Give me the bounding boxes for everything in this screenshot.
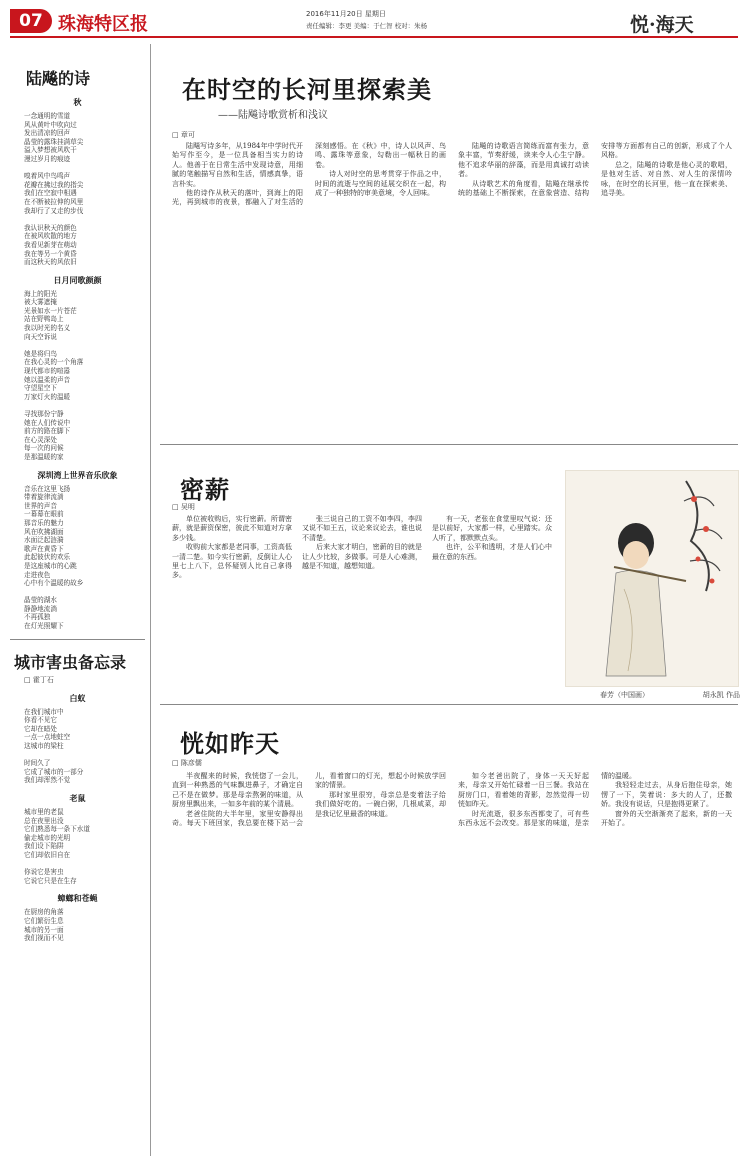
- paragraph: 单位被收购后，实行密薪。所谓密薪，就是薪资保密，彼此不知道对方拿多少钱。: [172, 515, 292, 542]
- poem-line: 时间久了: [24, 759, 51, 768]
- poem-line: 世界的声音: [24, 501, 57, 510]
- poem-line: 是这座城市的心跳: [24, 561, 77, 570]
- divider: [160, 444, 738, 445]
- poem-line: 我看见新芽在萌动: [24, 240, 77, 249]
- poem-line: 在厨房的角落: [24, 908, 64, 917]
- section-name: 悦·海天: [630, 14, 694, 36]
- left-column: [10, 44, 145, 1156]
- article-body: [172, 772, 732, 1156]
- poem-line: 它们繁衍生息: [24, 916, 64, 925]
- article-title: 恍如昨天: [180, 729, 280, 758]
- poem-line: 溢入梦想被风吹干: [24, 146, 77, 155]
- poem-line: 晶莹的湖水: [24, 596, 57, 605]
- poem-line: [24, 401, 145, 410]
- artwork-caption: [600, 690, 740, 700]
- poem-title: 白蚁: [69, 692, 86, 703]
- poem-line: 我在等另一个黄昏: [24, 249, 77, 258]
- poem-line: 一念通明的雪道: [24, 112, 71, 120]
- poem-line: 是那温暖的家: [24, 452, 64, 461]
- paragraph: 从诗歌艺术的角度看，陆飚在继承传统的基础上不断探索，在意象营造、结构安排等方面都有自己的创新，形成了个人风格。: [458, 142, 732, 198]
- poem-line: 我却行了又走的步伐: [24, 206, 84, 215]
- poem-line: 海上的阳光: [24, 289, 57, 298]
- paragraph: 如今老爸出院了，身体一天天好起来，母亲又开始忙碌着一日三餐。我站在厨房门口，看着她的背影，忽然觉得一切恍如昨天。: [458, 772, 589, 809]
- poem-line: 而这秋天的风依旧: [24, 258, 77, 267]
- article-body: [172, 515, 552, 685]
- poem-line: 总在夜里出没: [24, 816, 64, 825]
- poem-line: 在被风吹散的地方: [24, 232, 77, 241]
- poem-line: 带着旋律流淌: [24, 493, 64, 502]
- poem-line: 一点一点地蛀空: [24, 733, 71, 742]
- paragraph: 收购前大家都是老同事，工资高低一清二楚。如今实行密薪，反倒让人心里七上八下，总怀疑别人比自己拿得多。: [172, 543, 292, 580]
- poem-line: 风从黄叶中吹向过: [24, 120, 77, 129]
- poem-line: 水面泛起涟漪: [24, 536, 64, 545]
- paper-name: 珠海特区报: [58, 14, 148, 35]
- poem-line: 一幕幕在眼前: [24, 510, 64, 519]
- article-body: [172, 142, 732, 438]
- poem-line: 在我们城市中: [24, 707, 64, 716]
- poem-line: 城市里的老鼠: [24, 808, 64, 816]
- poem-line: 它说它只是在生存: [24, 876, 77, 885]
- poem-line: 现代都市的喧嚣: [24, 367, 71, 376]
- poem-line: 万家灯火的温暖: [24, 392, 71, 401]
- paragraph: 有一天，老张在食堂里叹气说：还是以前好，大家都一样，心里踏实。众人听了，都默默点头。: [432, 515, 552, 542]
- poem-line: 前方的路在脚下: [24, 427, 71, 436]
- poem-line: 守望星空下: [24, 384, 57, 393]
- poem-title: 日月同歌颜颜: [53, 274, 102, 285]
- poem-line: [24, 215, 145, 224]
- poem-line: 心中有个温暖的故乡: [24, 579, 84, 588]
- issue-date: 2016年11月20日 星期日: [306, 10, 386, 18]
- paragraph: 半夜醒来的时候，我恍惚了一会儿，直到一种熟悉的气味飘进鼻子，才确定自己不是在做梦。那是母亲熬粥的味道，从厨房里飘出来，一如多年前的某个清晨。: [172, 772, 303, 809]
- pest-memo-heading: 城市害虫备忘录: [14, 652, 127, 672]
- poem-lines: [10, 908, 145, 942]
- poem-line: 歌声在黄昏下: [24, 544, 64, 553]
- poem-line: 花瓣在拂过我的指尖: [24, 180, 84, 189]
- paragraph: 也许，公平和透明，才是人们心中最在意的东西。: [432, 543, 552, 561]
- poem-line: 不再孤独: [24, 613, 51, 622]
- poem-line: [24, 588, 145, 597]
- poem-line: 漫过岁月的痕迹: [24, 154, 71, 163]
- poem-lines: [10, 112, 145, 267]
- poem-line: [24, 164, 145, 173]
- poem-line: 她在人们传说中: [24, 418, 71, 427]
- paragraph: 总之，陆飚的诗歌是他心灵的歌唱，是他对生活、对自然、对人生的深情吟咏，在时空的长河里，他一直在探索美、追寻美。: [601, 160, 732, 198]
- poem-line: 发出清凉的回声: [24, 129, 71, 138]
- poem-line: [24, 860, 145, 869]
- poem-line: 我们视而不见: [24, 934, 64, 943]
- paragraph: 那时家里很穷，母亲总是变着法子给我们做好吃的。一碗白粥，几根咸菜，却是我记忆里最香的味道。: [315, 790, 446, 818]
- column-divider: [150, 44, 151, 1156]
- paragraph: 时光流逝，很多东西都变了，可有些东西永远不会改变。那是家的味道，是亲情的温暖。: [458, 772, 636, 828]
- poem-line: 被大雾遮掩: [24, 298, 57, 307]
- poem-line: 光景如水一片苍茫: [24, 306, 77, 315]
- poem-line: [24, 341, 145, 350]
- paragraph: 诗人对时空的思考贯穿于作品之中，时间的流逝与空间的延展交织在一起，构成了一种独特的审美意境，令人回味。: [315, 170, 446, 198]
- paragraph: 老爸住院的大半年里，家里安静得出奇。每天下班回家，我总要在楼下站一会儿，看着窗口的灯光，想起小时候放学回家的情景。: [172, 772, 446, 828]
- poem-line: 在灯光照耀下: [24, 622, 64, 631]
- divider: [10, 639, 145, 640]
- poem-line: 我们设下陷阱: [24, 842, 64, 851]
- poem-line: 她以温柔的声音: [24, 375, 71, 384]
- poem-line: 嗅着风中鸟鸣声: [24, 172, 71, 181]
- poem-line: 风在吹拂湖面: [24, 527, 64, 536]
- poem-lines: [10, 708, 145, 785]
- poem-line: 在我心灵的一个角落: [24, 358, 84, 367]
- article-subtitle: ——陆飚诗歌赏析和浅议: [218, 110, 328, 121]
- poem-line: 我以时光的名义: [24, 324, 71, 333]
- chinese-painting: [565, 470, 739, 687]
- article-title: 在时空的长河里探索美: [182, 75, 432, 104]
- poem-line: 城市的另一面: [24, 925, 64, 934]
- byline: □ 吴明: [172, 503, 195, 511]
- poem-line: 那音乐的魅力: [24, 518, 64, 527]
- paragraph: 我轻轻走过去，从身后抱住母亲，她愣了一下，笑着说：多大的人了，还撒娇。我没有说话，只是抱得更紧了。: [601, 781, 732, 809]
- byline: □ 霍丁石: [24, 675, 54, 684]
- poem-line: 走进夜色: [24, 570, 51, 579]
- poem-lines: [10, 485, 145, 631]
- poem-line: 在心灵深处: [24, 435, 57, 444]
- paragraph: 窗外的天空渐渐亮了起来，新的一天开始了。: [601, 809, 732, 828]
- masthead: [0, 0, 747, 40]
- poem-line: 向天空诉说: [24, 332, 57, 341]
- paragraph: 他的诗作从秋天的落叶，到海上的阳光，再到城市的夜景，都融入了对生活的深刻感悟。在《秋》中，诗人以风声、鸟鸣、露珠等意象，勾勒出一幅秋日的画卷。: [172, 142, 446, 207]
- divider: [160, 704, 738, 705]
- poem-line: 偷走城市的光明: [24, 833, 71, 842]
- paragraph: 陆飚的诗歌语言简练而富有张力，意象丰富，节奏舒缓，读来令人心生宁静。他不追求华丽的辞藻，而是用真诚打动读者。: [458, 142, 589, 179]
- poem-line: 我们在空寂中相遇: [24, 189, 77, 198]
- poem-line: 寻找那份宁静: [24, 410, 64, 418]
- poem-title: 秋: [73, 97, 82, 107]
- paragraph: 陆飚写诗多年，从1984年中学时代开始写作至今，是一位具备相当实力的诗人。他善于在日常生活中发现诗意，用细腻的笔触描写自然和生活，情感真挚，语言朴实。: [172, 142, 303, 188]
- poem-line: 这城市的梁柱: [24, 742, 64, 751]
- byline: □ 陈彦儒: [172, 759, 202, 767]
- masthead-rule: [10, 36, 738, 38]
- poem-line: 音乐在这里飞扬: [24, 484, 71, 493]
- poetry-heading: 陆飚的诗: [26, 69, 91, 88]
- poem-line: 此起彼伏的欢乐: [24, 553, 71, 562]
- poem-line: 它们却依旧自在: [24, 850, 71, 859]
- byline: □ 章可: [172, 131, 195, 139]
- poem-line: 我们却浑然不觉: [24, 776, 71, 785]
- paragraph: 张三说自己的工资不如李四，李四又说不如王五，议论来议论去，谁也说不清楚。: [302, 515, 422, 542]
- poem-lines: [10, 808, 145, 885]
- poem-line: 在不断被拉伸的风里: [24, 197, 84, 206]
- poem-line: 我认识秋天的颜色: [24, 223, 77, 232]
- article-title: 密薪: [180, 475, 230, 504]
- artwork-artist: 胡永凯 作品: [702, 691, 740, 699]
- page-number-badge: 07: [10, 9, 52, 33]
- poem-lines: [10, 290, 145, 462]
- poem-line: [24, 751, 145, 760]
- poem-line: 静静地流淌: [24, 604, 57, 613]
- poem-title: 深圳湾上世界音乐欣象: [37, 469, 118, 480]
- poem-title: 蟑螂和苍蝇: [57, 893, 98, 904]
- poem-line: 它却在暗处: [24, 724, 57, 733]
- paragraph: 后来大家才明白，密薪的目的就是让人少比较，多做事。可是人心难测，越是不知道，越想知道。: [302, 543, 422, 571]
- poem-line: 她是将归鸟: [24, 349, 57, 358]
- editor-credits: 责任编辑：李更 美编：于仁智 校对：朱杨: [306, 22, 428, 30]
- poem-line: 每一次的问候: [24, 444, 64, 453]
- poem-title: 老鼠: [69, 793, 86, 803]
- poem-line: 晶莹的露珠挂满草尖: [24, 137, 84, 146]
- poem-line: 你看不见它: [24, 716, 57, 725]
- artwork-title: 春芳（中国画）: [600, 691, 649, 699]
- poem-line: 站在野鸭岛上: [24, 315, 64, 324]
- poem-line: 你说它是害虫: [24, 868, 64, 877]
- poem-line: 它成了城市的一部分: [24, 767, 84, 776]
- poem-line: 它们熟悉每一条下水道: [24, 825, 90, 834]
